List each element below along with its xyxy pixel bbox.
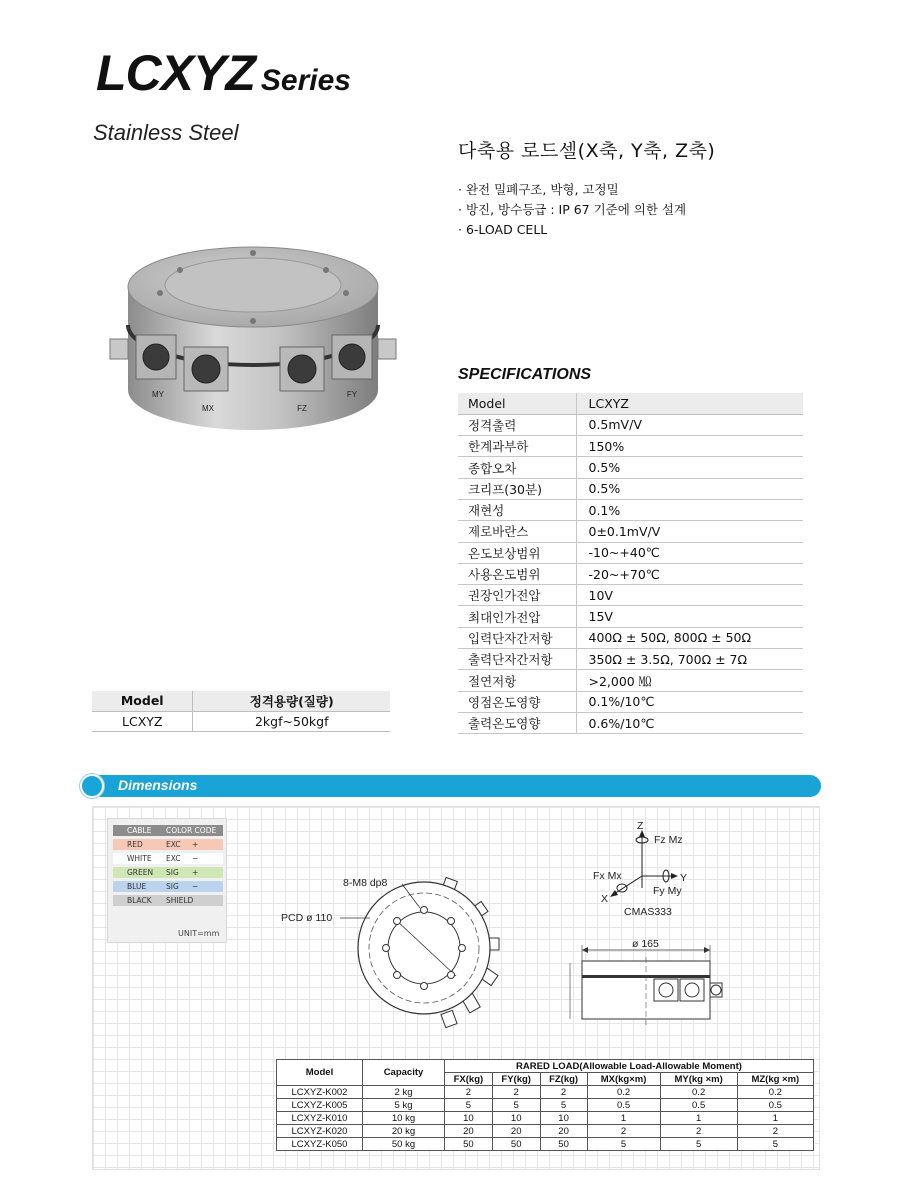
spec-label: 크리프(30분) (458, 478, 576, 499)
cable-header-row (113, 825, 223, 836)
spec-value: 0.1%/10℃ (576, 691, 803, 712)
table-cell: 5 (492, 1099, 540, 1112)
table-cell: LCXYZ-K050 (277, 1138, 363, 1151)
table-row (458, 585, 803, 606)
header-cell: MY(kg ×m) (660, 1073, 737, 1086)
cable-row (113, 853, 223, 864)
cable-color: WHITE (127, 854, 152, 863)
spec-label: 입력단자간저항 (458, 627, 576, 648)
spec-label: 정격출력 (458, 414, 576, 435)
table-row (458, 606, 803, 627)
header-cell: Model (277, 1060, 363, 1086)
spec-value: 15V (576, 606, 803, 627)
table-cell: 50 (445, 1138, 493, 1151)
table-cell: 0.2 (660, 1086, 737, 1099)
dimensions-title: Dimensions (118, 777, 198, 793)
axes-model-label: CMAS333 (624, 906, 672, 918)
connector-label: FZ (297, 404, 307, 413)
table-row (277, 1125, 814, 1138)
table-cell: LCXYZ-K020 (277, 1125, 363, 1138)
cable-signal: SHIELD (166, 896, 194, 905)
rated-load-table (276, 1059, 814, 1151)
spec-value: -10~+40℃ (576, 542, 803, 563)
table-row (277, 1138, 814, 1151)
cable-header: CABLE (127, 826, 152, 835)
bullet-circle-icon (80, 774, 104, 798)
capacity-table (92, 691, 390, 732)
feature-item: · 완전 밀폐구조, 박형, 고정밀 (458, 182, 619, 197)
table-cell: LCXYZ-K002 (277, 1086, 363, 1099)
cable-color: RED (127, 840, 143, 849)
table-cell: 20 kg (363, 1125, 445, 1138)
spec-value: 0.5% (576, 457, 803, 478)
table-cell: 1 (587, 1112, 660, 1125)
table-cell: 5 (660, 1138, 737, 1151)
table-cell: 1 (737, 1112, 813, 1125)
header-cell: 정격용량(질량) (193, 691, 390, 711)
spec-value: 400Ω ± 50Ω, 800Ω ± 50Ω (576, 627, 803, 648)
table-cell: 50 kg (363, 1138, 445, 1151)
axis-z-label: Z (637, 820, 644, 832)
header-cell: Model (458, 393, 576, 414)
table-cell: 1 (660, 1112, 737, 1125)
specifications-heading: SPECIFICATIONS (458, 366, 592, 383)
spec-value: 0.1% (576, 499, 803, 520)
cable-row (113, 867, 223, 878)
table-cell: 2 (445, 1086, 493, 1099)
table-cell: 0.5 (737, 1099, 813, 1112)
spec-value: >2,000 ㏁ (576, 670, 803, 691)
spec-label: 온도보상범위 (458, 542, 576, 563)
header-cell: FZ(kg) (540, 1073, 587, 1086)
table-cell: 0.2 (587, 1086, 660, 1099)
spec-label: 영점온도영향 (458, 691, 576, 712)
table-cell: 0.2 (737, 1086, 813, 1099)
cable-color-code-box (107, 818, 227, 943)
table-cell: 2kgf~50kgf (193, 711, 390, 731)
connector-label: MX (202, 404, 214, 413)
table-cell: 5 (540, 1099, 587, 1112)
table-cell: 10 (540, 1112, 587, 1125)
spec-label: 최대인가전압 (458, 606, 576, 627)
header-cell: MX(kg×m) (587, 1073, 660, 1086)
cable-signal: SIG (166, 882, 179, 891)
spec-value: 0.5mV/V (576, 414, 803, 435)
spec-value: -20~+70℃ (576, 563, 803, 584)
table-cell: 2 (492, 1086, 540, 1099)
fy-my-label: Fy My (653, 885, 682, 897)
table-cell: 2 (540, 1086, 587, 1099)
table-row (458, 670, 803, 691)
table-row (277, 1086, 814, 1099)
banner-bar (94, 775, 821, 797)
spec-label: 종합오차 (458, 457, 576, 478)
cable-sign: − (192, 882, 199, 891)
cable-signal: SIG (166, 868, 179, 877)
table-cell: 5 (587, 1138, 660, 1151)
table-row (277, 1112, 814, 1125)
table-row (458, 691, 803, 712)
table-row (458, 627, 803, 648)
top-plate (165, 258, 341, 312)
table-cell: 10 (445, 1112, 493, 1125)
table-row (92, 711, 390, 731)
cable-row (113, 839, 223, 850)
table-cell: 2 (587, 1125, 660, 1138)
table-cell: 0.5 (587, 1099, 660, 1112)
axis-x-label: X (601, 893, 609, 905)
fx-mx-label: Fx Mx (593, 870, 622, 882)
header-cell: RARED LOAD(Allowable Load-Allowable Moment) (445, 1060, 814, 1073)
axis-y-label: Y (680, 872, 688, 884)
table-cell: 10 (492, 1112, 540, 1125)
axis-diagram (596, 818, 706, 918)
spec-value: 150% (576, 436, 803, 457)
table-row (458, 436, 803, 457)
table-cell: LCXYZ-K005 (277, 1099, 363, 1112)
table-row (458, 712, 803, 733)
table-header-row (277, 1060, 814, 1073)
table-row (458, 414, 803, 435)
table-row (277, 1099, 814, 1112)
page-title (96, 44, 351, 102)
material-label: Stainless Steel (93, 120, 239, 145)
pcd-label: PCD ø 110 (281, 912, 333, 924)
cable-color: GREEN (127, 868, 154, 877)
cable-header: COLOR CODE (166, 826, 217, 835)
table-row (458, 542, 803, 563)
table-row (458, 457, 803, 478)
header-cell: FX(kg) (445, 1073, 493, 1086)
table-cell: 5 (445, 1099, 493, 1112)
fz-mz-label: Fz Mz (654, 834, 683, 846)
cable-sign: + (192, 868, 199, 877)
cable-signal: EXC (166, 854, 181, 863)
cable-sign: + (192, 840, 199, 849)
title-model: LCXYZ (96, 45, 255, 101)
table-row (458, 649, 803, 670)
spec-label: 한계과부하 (458, 436, 576, 457)
feature-list (458, 180, 686, 240)
spec-label: 절연저항 (458, 670, 576, 691)
feature-item: · 6-LOAD CELL (458, 222, 548, 237)
specifications-table (458, 393, 803, 734)
header-cell: MZ(kg ×m) (737, 1073, 813, 1086)
spec-value: 0.5% (576, 478, 803, 499)
table-header-row (458, 393, 803, 414)
spec-label: 출력온도영향 (458, 712, 576, 733)
table-cell: 20 (492, 1125, 540, 1138)
table-row (458, 499, 803, 520)
table-row (458, 478, 803, 499)
connector-label: MY (152, 390, 164, 399)
diameter-label: ø 165 (632, 938, 659, 950)
cable-color: BLACK (127, 896, 152, 905)
cable-color: BLUE (127, 882, 147, 891)
spec-value: 0.6%/10℃ (576, 712, 803, 733)
table-cell: 50 (540, 1138, 587, 1151)
table-cell: 5 (737, 1138, 813, 1151)
header-cell: Capacity (363, 1060, 445, 1086)
table-cell: 50 (492, 1138, 540, 1151)
title-series: Series (260, 64, 351, 97)
table-cell: 5 kg (363, 1099, 445, 1112)
table-cell: 20 (445, 1125, 493, 1138)
table-row (458, 563, 803, 584)
table-cell: LCXYZ-K010 (277, 1112, 363, 1125)
spec-label: 제로바란스 (458, 521, 576, 542)
table-cell: LCXYZ (92, 711, 193, 731)
spec-label: 출력단자간저항 (458, 649, 576, 670)
cable-sign: − (192, 854, 199, 863)
cable-row (113, 881, 223, 892)
spec-label: 사용온도범위 (458, 563, 576, 584)
connector-label: FY (346, 390, 358, 399)
spec-label: 재현성 (458, 499, 576, 520)
table-cell: 2 (737, 1125, 813, 1138)
table-cell: 2 kg (363, 1086, 445, 1099)
spec-label: 권장인가전압 (458, 585, 576, 606)
top-view-drawing (340, 870, 520, 1030)
unit-label: UNIT=mm (178, 929, 220, 938)
spec-value: 350Ω ± 3.5Ω, 700Ω ± 7Ω (576, 649, 803, 670)
header-cell: LCXYZ (576, 393, 803, 414)
spec-value: 10V (576, 585, 803, 606)
dimensions-banner (80, 775, 821, 797)
table-row (458, 521, 803, 542)
cable-row (113, 895, 223, 906)
table-cell: 0.5 (660, 1099, 737, 1112)
feature-item: · 방진, 방수등급 : IP 67 기준에 의한 설계 (458, 202, 687, 217)
header-cell: FY(kg) (492, 1073, 540, 1086)
product-photo (100, 235, 400, 435)
table-cell: 20 (540, 1125, 587, 1138)
header-cell: Model (92, 691, 193, 711)
holes-label: 8-M8 dp8 (343, 877, 388, 889)
table-cell: 2 (660, 1125, 737, 1138)
cable-signal: EXC (166, 840, 181, 849)
table-header-row (92, 691, 390, 711)
korean-title: 다축용 로드셀(X축, Y축, Z축) (458, 140, 716, 162)
spec-value: 0±0.1mV/V (576, 521, 803, 542)
table-cell: 10 kg (363, 1112, 445, 1125)
